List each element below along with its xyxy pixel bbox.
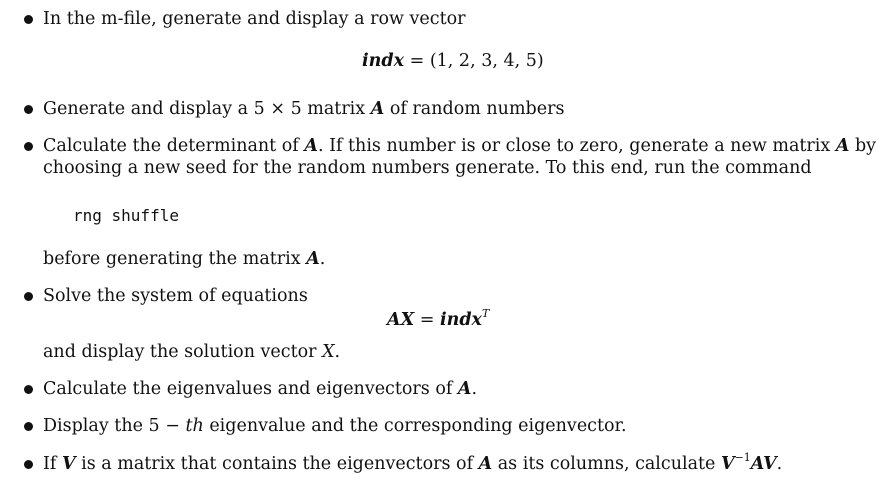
item-6-var: th (185, 416, 204, 436)
item-2-text (43, 98, 564, 120)
bullet-7 (24, 460, 33, 469)
equation-ax-transpose: T (482, 307, 490, 320)
item-4-after (43, 341, 340, 363)
bullet-1 (24, 15, 33, 24)
equation-indx (362, 50, 544, 72)
item-5-part-b: . (471, 379, 478, 399)
item-6-part-b: eigenvalue and the corresponding eigenvector. (203, 416, 627, 436)
bullet-3 (24, 142, 33, 151)
equation-ax-eq: = (414, 310, 440, 330)
code-rng-shuffle: rng shuffle (73, 206, 179, 225)
item-4-after-a: and display the solution vector (43, 342, 323, 362)
item-2-part-a: Generate and display a 5 × 5 matrix (43, 99, 371, 119)
item-3-after-b: . (319, 249, 326, 269)
equation-ax-rhs: indx (439, 310, 482, 330)
item-1-sentence: In the m-file, generate and display a row vector (43, 9, 466, 29)
bullet-6 (24, 422, 33, 431)
bullet-5 (24, 385, 33, 394)
bullet-4 (24, 292, 33, 301)
item-3-after-a: before generating the matrix (43, 249, 307, 269)
item-3-line-1 (43, 135, 877, 157)
equation-ax (387, 309, 489, 331)
equation-indx-lhs: indx (362, 51, 405, 71)
item-4-after-b: . (334, 342, 341, 362)
item-7-expr-av: AV (750, 454, 777, 474)
item-3-var-a: A (304, 136, 318, 156)
item-6-text (43, 415, 627, 437)
item-6-part-a: Display the 5 − (43, 416, 186, 436)
item-7-part-a: If (43, 454, 62, 474)
item-7-expr-v: V (720, 454, 735, 474)
item-5-part-a: Calculate the eigenvalues and eigenvectors of (43, 379, 458, 399)
item-5-text (43, 378, 477, 400)
item-7-part-b: is a matrix that contains the eigenvectors of (75, 454, 479, 474)
item-3-var-a2: A (835, 136, 850, 156)
item-4-text (43, 285, 308, 307)
item-7-text (43, 453, 782, 475)
item-1-text (43, 8, 466, 30)
equation-indx-eq: = (404, 51, 430, 71)
item-3-after-var: A (306, 249, 320, 269)
equation-ax-lhs: AX (387, 310, 415, 330)
item-3-after (43, 248, 325, 270)
item-7-expr-inverse: −1 (734, 451, 751, 464)
item-2-var-a: A (370, 99, 385, 119)
item-4-after-var: X (322, 342, 335, 362)
item-7-part-c: as its columns, calculate (492, 454, 721, 474)
item-3-line-2 (43, 157, 812, 179)
item-3-line-2-text: choosing a new seed for the random numbers generate. To this end, run the command (43, 158, 812, 178)
item-7-var-a: A (478, 454, 493, 474)
bullet-2 (24, 105, 33, 114)
item-4-sentence: Solve the system of equations (43, 286, 308, 306)
equation-indx-rhs: (1, 2, 3, 4, 5) (429, 51, 544, 71)
item-7-var-v: V (61, 454, 76, 474)
item-5-var: A (457, 379, 472, 399)
item-2-part-b: of random numbers (384, 99, 565, 119)
item-3-part-a: Calculate the determinant of (43, 136, 305, 156)
item-7-part-d: . (776, 454, 783, 474)
item-3-part-b: . If this number is or close to zero, generate a new matrix (317, 136, 836, 156)
item-3-part-c: by (849, 136, 877, 156)
